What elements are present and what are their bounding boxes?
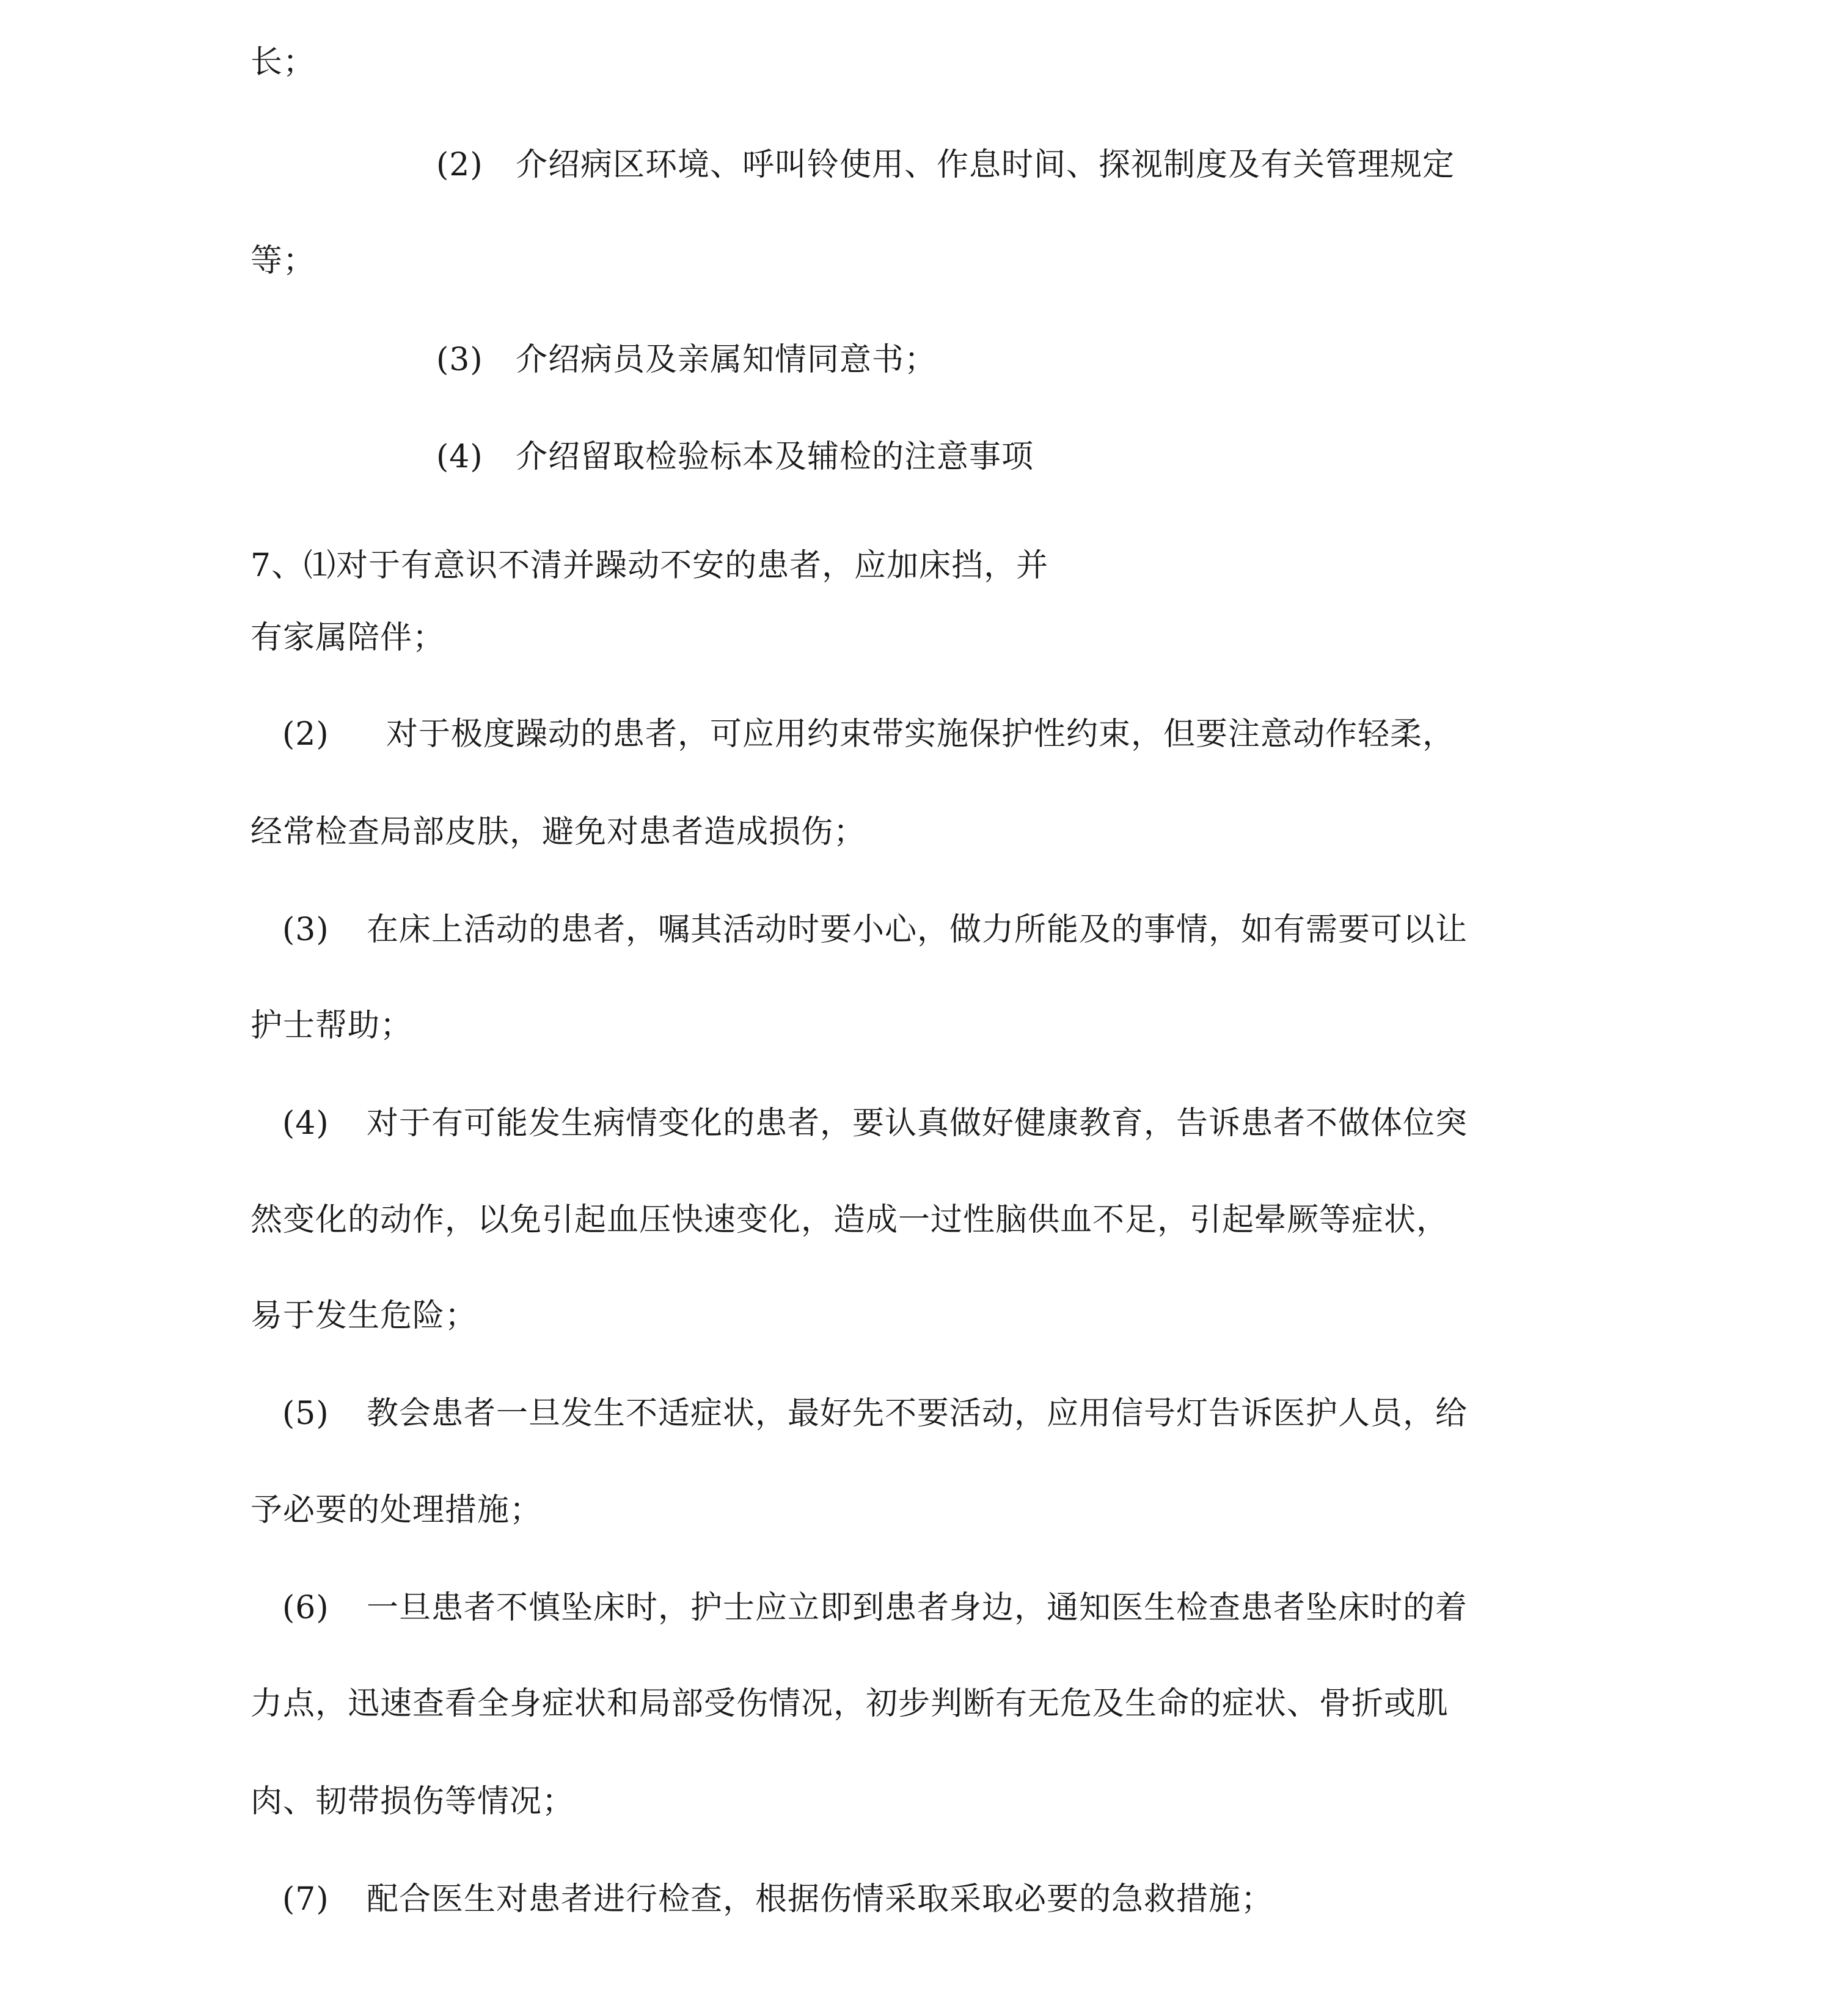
item-number: (3) — [436, 341, 483, 378]
list-item — [436, 145, 1455, 184]
text-line: 等； — [251, 243, 316, 279]
list-item — [282, 910, 1468, 949]
list-item — [282, 1880, 1273, 1919]
section-heading: 7、⑴对于有意识不清并躁动不安的患者，应加床挡，并 — [251, 547, 1049, 584]
item-number: (5) — [282, 1395, 329, 1432]
item-text: 在床上活动的患者，嘱其活动时要小心，做力所能及的事情，如有需要可以让 — [367, 911, 1468, 948]
list-item — [282, 715, 1455, 754]
item-text: 配合医生对患者进行检查，根据伤情采取采取必要的急救措施； — [367, 1881, 1274, 1918]
item-number: (4) — [282, 1105, 329, 1142]
text-line: 长； — [251, 44, 316, 81]
item-number: (6) — [282, 1590, 329, 1626]
item-number: (7) — [282, 1881, 329, 1918]
text-line: 易于发生危险； — [251, 1298, 478, 1334]
text-line: 然变化的动作，以免引起血压快速变化，造成一过性脑供血不足，引起晕厥等症状， — [251, 1202, 1449, 1238]
list-item — [282, 1394, 1468, 1433]
item-number: (2) — [282, 716, 329, 753]
list-item — [282, 1588, 1468, 1627]
item-text: 对于极度躁动的患者，可应用约束带实施保护性约束，但要注意动作轻柔， — [386, 716, 1455, 753]
item-text: 介绍病区环境、呼叫铃使用、作息时间、探视制度及有关管理规定 — [516, 147, 1455, 183]
list-item — [436, 340, 937, 379]
list-item — [436, 437, 1034, 477]
item-number: (3) — [282, 911, 329, 948]
list-item — [282, 1104, 1468, 1143]
item-number: (4) — [436, 439, 483, 475]
text-line: 护士帮助； — [251, 1007, 413, 1044]
item-text: 介绍病员及亲属知情同意书； — [516, 341, 937, 378]
text-line: 经常检查局部皮肤，避免对患者造成损伤； — [251, 814, 866, 850]
item-text: 对于有可能发生病情变化的患者，要认真做好健康教育，告诉患者不做体位突 — [367, 1105, 1468, 1142]
item-text: 介绍留取检验标本及辅检的注意事项 — [516, 439, 1034, 475]
text-line: 有家属陪伴； — [251, 619, 445, 656]
item-number: (2) — [436, 147, 483, 183]
item-text: 教会患者一旦发生不适症状，最好先不要活动，应用信号灯告诉医护人员，给 — [367, 1395, 1468, 1432]
item-text: 一旦患者不慎坠床时，护士应立即到患者身边，通知医生检查患者坠床时的着 — [367, 1590, 1468, 1626]
text-line: 力点，迅速查看全身症状和局部受伤情况，初步判断有无危及生命的症状、骨折或肌 — [251, 1685, 1449, 1722]
text-line: 肉、韧带损伤等情况； — [251, 1783, 575, 1820]
text-line: 予必要的处理措施； — [251, 1492, 543, 1528]
